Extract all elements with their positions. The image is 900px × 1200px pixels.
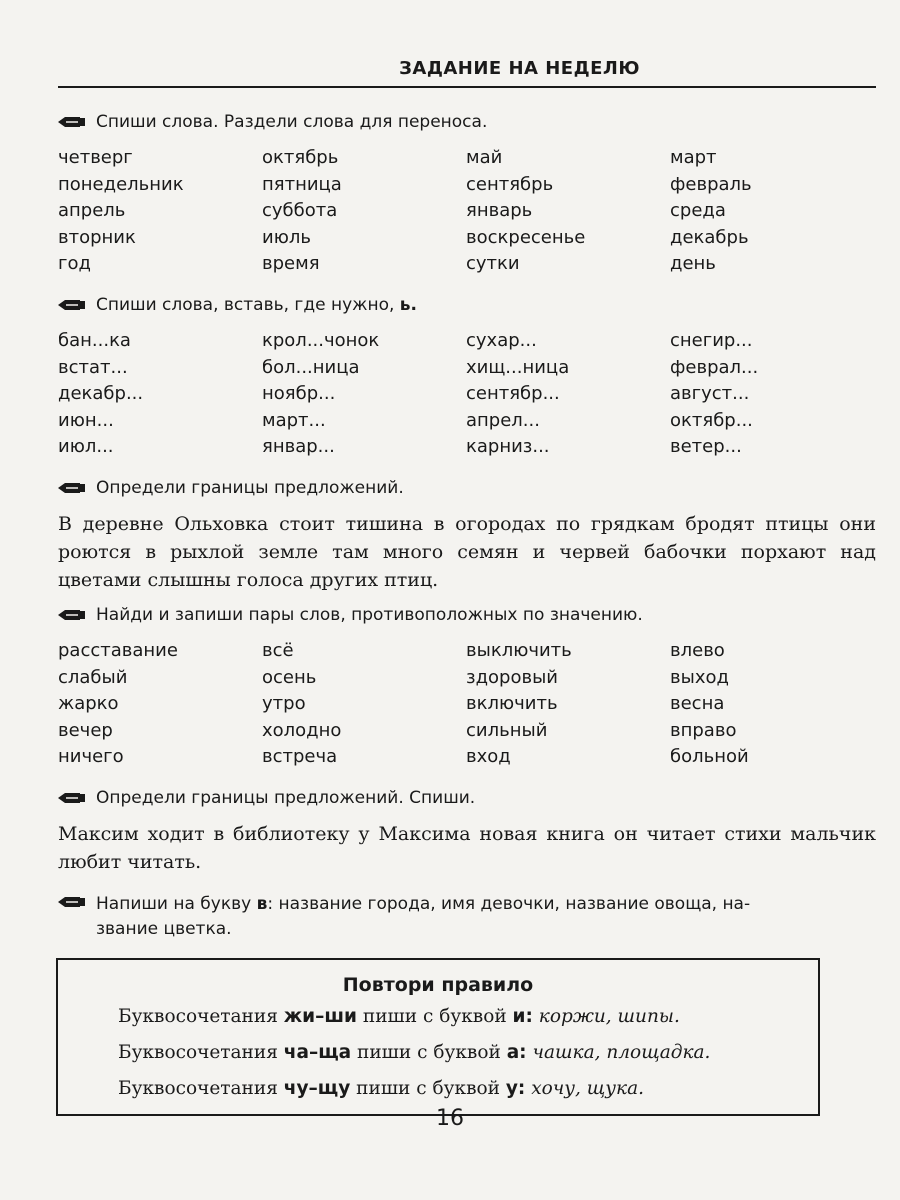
word-cell: карниз... — [466, 436, 550, 457]
page-number: 16 — [436, 1106, 464, 1131]
word-cell: сутки — [466, 253, 520, 274]
word-cell: декабр... — [58, 383, 144, 404]
word-cell: влево — [670, 640, 725, 661]
word-cell: всё — [262, 640, 294, 661]
pencil-icon — [58, 116, 86, 128]
word-cell: январ... — [262, 436, 335, 457]
word-cell: вправо — [670, 719, 737, 741]
word-cell: время — [262, 253, 320, 274]
word-cell: июл... — [58, 436, 114, 457]
word-cell: бан...ка — [58, 330, 131, 351]
word-cell: апрель — [58, 200, 126, 221]
word-cell: сухар... — [466, 330, 537, 351]
word-cell: слабый — [58, 666, 128, 688]
word-cell: холодно — [262, 719, 342, 741]
word-cell: март — [670, 147, 717, 168]
rule-line: Буквосочетания ча–ща пиши с буквой а: чашка, площадка. — [118, 1042, 711, 1063]
word-cell: сентябрь — [466, 173, 554, 195]
word-cell: февраль — [670, 173, 752, 195]
word-cell: жарко — [58, 693, 119, 714]
word-cell: апрел... — [466, 409, 540, 431]
word-cell: вечер — [58, 719, 113, 741]
header-rule — [58, 86, 876, 88]
word-cell: ничего — [58, 746, 124, 767]
word-cell: январь — [466, 200, 533, 221]
word-cell: октябр... — [670, 409, 753, 431]
word-cell: больной — [670, 746, 749, 767]
word-cell: здоровый — [466, 666, 558, 688]
rule-line: Буквосочетания чу–щу пиши с буквой у: хочу, щука. — [118, 1078, 644, 1099]
word-cell: феврал... — [670, 356, 759, 378]
task-text: Спиши слова. Раздели слова для переноса. — [96, 112, 488, 132]
rule-title: Повтори правило — [342, 974, 534, 996]
task-text: Напиши на букву в: название города, имя девочки, название овоща, на- звание цветка. — [96, 894, 751, 939]
word-cell: расставание — [58, 640, 178, 661]
task-2-words — [58, 328, 818, 461]
task-4-instruction — [58, 605, 643, 625]
task-5-instruction — [58, 788, 475, 808]
task-5-text: Максим ходит в библиотеку у Максима новая книга он читает стихи мальчик любит читать. — [58, 823, 876, 873]
word-cell: утро — [262, 693, 306, 714]
word-cell: осень — [262, 666, 317, 688]
task-2-instruction — [58, 295, 417, 315]
task-text: Определи границы предложений. Спиши. — [96, 788, 476, 808]
word-cell: четверг — [58, 147, 133, 168]
word-cell: встат... — [58, 356, 128, 378]
word-cell: ноябр... — [262, 383, 336, 404]
task-1-words — [58, 145, 818, 278]
word-cell: встреча — [262, 746, 338, 767]
task-4-words — [58, 638, 818, 771]
pencil-icon — [58, 299, 86, 311]
word-cell: август... — [670, 383, 750, 404]
task-text: Определи границы предложений. — [96, 478, 404, 498]
rule-box — [56, 958, 820, 1116]
word-cell: среда — [670, 200, 726, 221]
pencil-icon — [58, 609, 86, 621]
task-3-instruction — [58, 478, 404, 498]
word-cell: октябрь — [262, 147, 339, 168]
word-cell: бол...ница — [262, 356, 360, 378]
word-cell: день — [670, 253, 716, 274]
task-6-instruction — [58, 892, 750, 942]
word-cell: март... — [262, 409, 326, 431]
task-text: Найди и запиши пары слов, противоположных по значению. — [96, 605, 643, 625]
page-header: ЗАДАНИЕ НА НЕДЕЛЮ — [399, 58, 640, 79]
word-cell: пятница — [262, 173, 342, 195]
task-text: Спиши слова, вставь, где нужно, ь. — [96, 295, 418, 315]
task-1-instruction — [58, 112, 487, 132]
word-cell: понедельник — [58, 173, 184, 195]
word-cell: май — [466, 147, 503, 168]
word-cell: выключить — [466, 640, 572, 661]
word-cell: крол...чонок — [262, 330, 380, 351]
word-cell: июн... — [58, 409, 114, 431]
pencil-icon — [58, 792, 86, 804]
word-cell: снегир... — [670, 330, 753, 351]
pencil-icon — [58, 896, 86, 908]
word-cell: вход — [466, 746, 511, 767]
word-cell: июль — [262, 226, 311, 248]
pencil-icon — [58, 482, 86, 494]
word-cell: декабрь — [670, 226, 749, 248]
word-cell: сентябр... — [466, 383, 560, 404]
task-3-text: В деревне Ольховка стоит тишина в огородах по грядкам бродят птицы они роются в рыхлой земле там много семян и червей бабочки порхают над цветами слышны голоса других птиц. — [58, 513, 876, 591]
word-cell: суббота — [262, 200, 338, 221]
rule-line: Буквосочетания жи–ши пиши с буквой и: коржи, шипы. — [118, 1006, 680, 1027]
word-cell: весна — [670, 693, 725, 714]
word-cell: год — [58, 253, 91, 274]
word-cell: хищ...ница — [466, 356, 570, 378]
word-cell: сильный — [466, 719, 548, 741]
word-cell: включить — [466, 693, 558, 714]
word-cell: воскресенье — [466, 226, 586, 248]
word-cell: ветер... — [670, 436, 742, 457]
word-cell: выход — [670, 666, 729, 688]
word-cell: вторник — [58, 226, 136, 248]
